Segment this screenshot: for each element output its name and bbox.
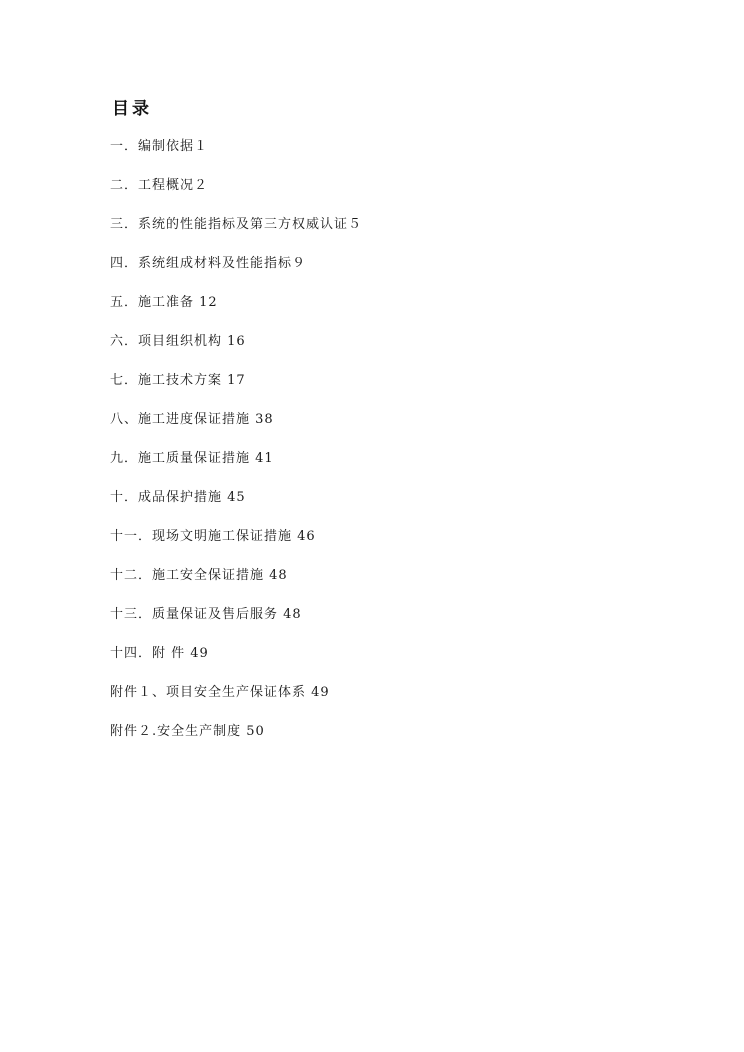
toc-item-1[interactable]: 一．编制依据１ bbox=[110, 139, 209, 154]
toc-list bbox=[110, 137, 362, 761]
toc-item-11[interactable]: 十一．现场文明施工保证措施 46 bbox=[110, 529, 316, 544]
toc-title: 目录 bbox=[112, 99, 152, 119]
toc-item-4[interactable]: 四．系统组成材料及性能指标９ bbox=[110, 256, 307, 271]
toc-item-16[interactable]: 附件２.安全生产制度 50 bbox=[110, 724, 265, 739]
toc-item-6[interactable]: 六．项目组织机构 16 bbox=[110, 334, 246, 349]
toc-item-3[interactable]: 三．系统的性能指标及第三方权威认证５ bbox=[110, 217, 363, 232]
toc-item-7[interactable]: 七．施工技术方案 17 bbox=[110, 373, 246, 388]
toc-item-8[interactable]: 八、施工进度保证措施 38 bbox=[110, 412, 274, 427]
toc-item-5[interactable]: 五．施工准备 12 bbox=[110, 295, 218, 310]
toc-item-14[interactable]: 十四．附 件 49 bbox=[110, 646, 209, 661]
toc-item-13[interactable]: 十三．质量保证及售后服务 48 bbox=[110, 607, 302, 622]
toc-item-12[interactable]: 十二．施工安全保证措施 48 bbox=[110, 568, 288, 583]
toc-item-10[interactable]: 十．成品保护措施 45 bbox=[110, 490, 246, 505]
toc-item-9[interactable]: 九．施工质量保证措施 41 bbox=[110, 451, 274, 466]
toc-item-15[interactable]: 附件１、项目安全生产保证体系 49 bbox=[110, 685, 330, 700]
toc-item-2[interactable]: 二．工程概况２ bbox=[110, 178, 209, 193]
